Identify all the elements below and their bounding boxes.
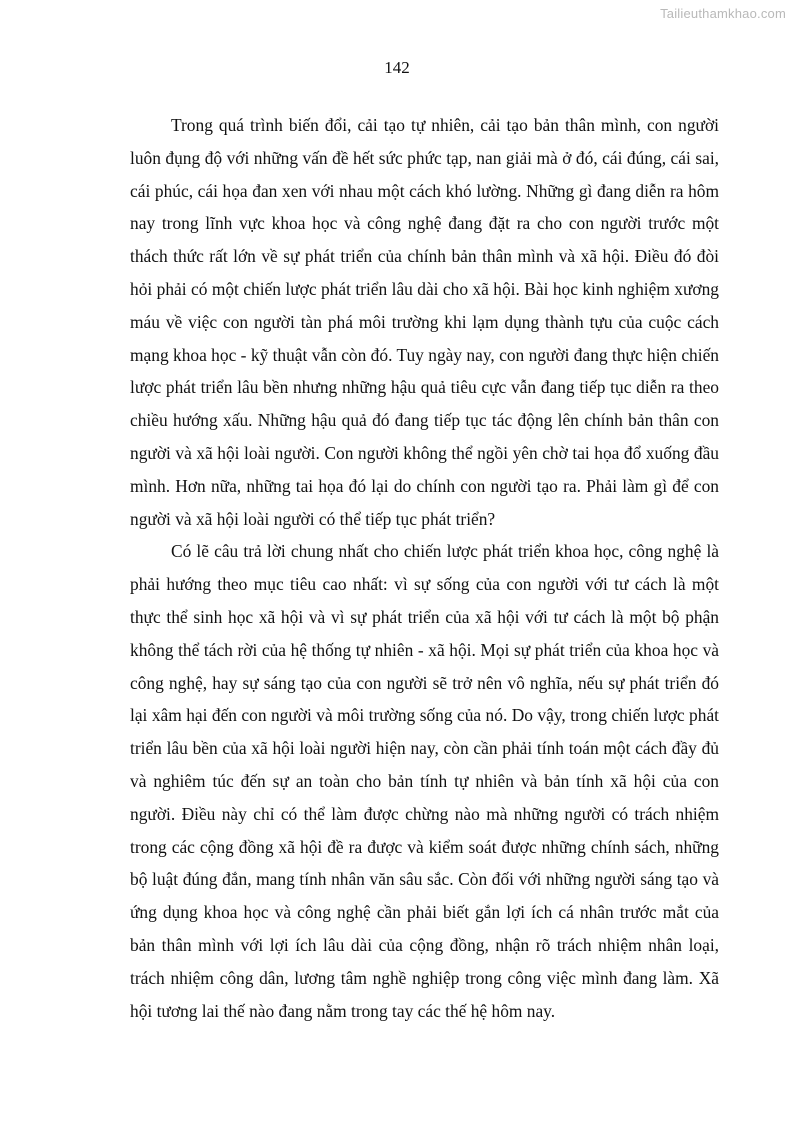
paragraph-2: Có lẽ câu trả lời chung nhất cho chiến lược phát triển khoa học, công nghệ là phải hướng theo mục tiêu cao nhất: vì sự sống của con người với tư cách là một thực thể sinh học xã hội và vì sự phát triển của xã hội với tư cách là một bộ phận không thể tách rời của hệ thống tự nhiên - xã hội. Mọi sự phát triển của khoa học và công nghệ, hay sự sáng tạo của con người sẽ trở nên vô nghĩa, nếu sự phát triển đó lại xâm hại đến con người và môi trường sống của nó. Do vậy, trong chiến lược phát triển lâu bền của xã hội loài người hiện nay, còn cần phải tính toán một cách đầy đủ và nghiêm túc đến sự an toàn cho bản tính tự nhiên và bản tính xã hội của con người. Điều này chỉ có thể làm được chừng nào mà những người có trách nhiệm trong các cộng đồng xã hội đề ra được và kiểm soát được những chính sách, những bộ luật đúng đắn, mang tính nhân văn sâu sắc. Còn đối với những người sáng tạo và ứng dụng khoa học và công nghệ cần phải biết gắn lợi ích cá nhân trước mắt của bản thân mình với lợi ích lâu dài của cộng đồng, nhận rõ trách nhiệm nhân loại, trách nhiệm công dân, lương tâm nghề nghiệp trong công việc mình đang làm. Xã hội tương lai thế nào đang nằm trong tay các thế hệ hôm nay. xyxy=(130,541,719,1021)
body-text xyxy=(130,109,719,1027)
paragraph-1: Trong quá trình biến đổi, cải tạo tự nhiên, cải tạo bản thân mình, con người luôn đụng độ với những vấn đề hết sức phức tạp, nan giải mà ở đó, cái đúng, cái sai, cái phúc, cái họa đan xen với nhau một cách khó lường. Những gì đang diễn ra hôm nay trong lĩnh vực khoa học và công nghệ đang đặt ra cho con người trước một thách thức rất lớn về sự phát triển của chính bản thân mình và xã hội. Điều đó đòi hỏi phải có một chiến lược phát triển lâu dài cho xã hội. Bài học kinh nghiệm xương máu về việc con người tàn phá môi trường khi lạm dụng thành tựu của cuộc cách mạng khoa học - kỹ thuật vẫn còn đó. Tuy ngày nay, con người đang thực hiện chiến lược phát triển lâu bền nhưng những hậu quả tiêu cực vẫn đang tiếp tục diễn ra theo chiều hướng xấu. Những hậu quả đó đang tiếp tục tác động lên chính bản thân con người và xã hội loài người. Con người không thể ngồi yên chờ tai họa đổ xuống đầu mình. Hơn nữa, những tai họa đó lại do chính con người tạo ra. Phải làm gì để con người và xã hội loài người có thể tiếp tục phát triển? xyxy=(130,115,719,529)
watermark: Tailieuthamkhao.com xyxy=(660,6,786,21)
page-number: 142 xyxy=(384,58,410,77)
